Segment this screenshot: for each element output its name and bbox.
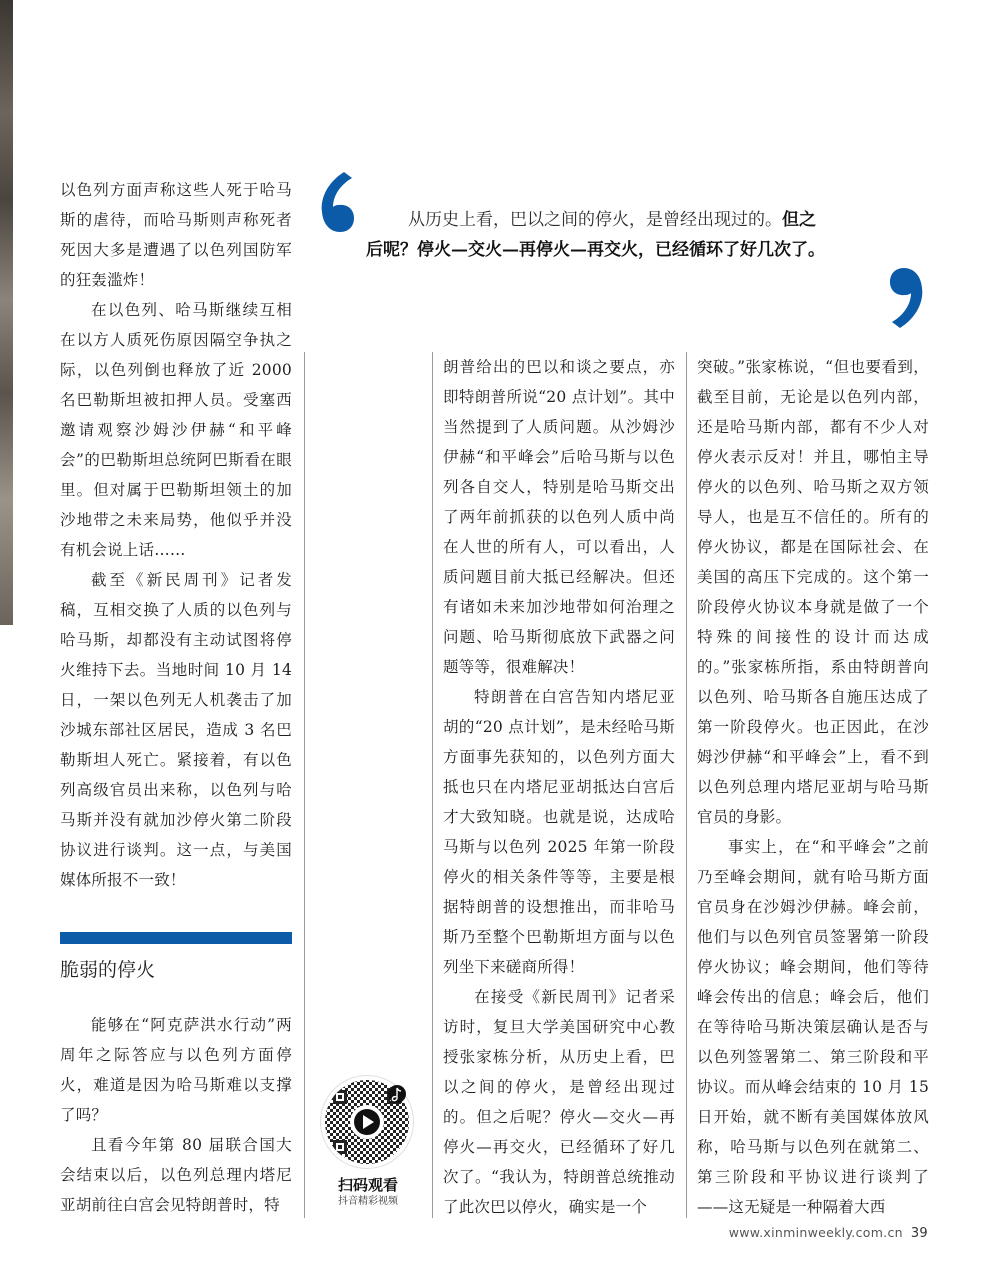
article-paragraph: 朗普给出的巴以和谈之要点，亦即特朗普所说“20 点计划”。其中当然提到了人质问题。从沙姆沙伊赫“和平峰会”后哈马斯与以色列各自交人，特别是哈马斯交出了两年前抓获的以色列人质中尚在人世的所有人，可以看出，人质问题目前大抵已经解决。但还有诸如未来加沙地带如何治理之问题、哈马斯彻底放下武器之问题等等，很难解决！ [443, 358, 675, 676]
open-quote-icon [314, 168, 358, 238]
article-column-1 [60, 175, 292, 895]
pull-quote-emphasis: 后呢？停火—交火—再停火—再交火，已经循环了好几次了。 [366, 240, 825, 260]
website-url: www.xinminweekly.com.cn [728, 1225, 903, 1240]
pull-quote-emphasis: 但之 [782, 210, 816, 230]
qr-title: 扫码观看 [337, 1176, 398, 1194]
close-quote-icon [886, 262, 930, 332]
article-paragraph: 能够在“阿克萨洪水行动”两周年之际答应与以色列方面停火，难道是因为哈马斯难以支撑了吗？ [60, 1016, 292, 1124]
pull-quote [366, 205, 878, 265]
pull-quote-line: 从历史上看，巴以之间的停火，是曾经出现过的。 [408, 210, 782, 230]
article-paragraph: 突破。”张家栋说，“但也要看到，截至目前，无论是以色列内部，还是哈马斯内部，都有不少人对停火表示反对！并且，哪怕主导停火的以色列、哈马斯之双方领导人，也是互不信任的。所有的停火协议，都是在国际社会、在美国的高压下完成的。这个第一阶段停火协议本身就是做了一个特殊的间接性的设计而达成的。”张家栋所指，系由特朗普向以色列、哈马斯各自施压达成了第一阶段停火。也正因此，在沙姆沙伊赫“和平峰会”上，看不到以色列总理内塔尼亚胡与哈马斯官员的身影。 [697, 358, 929, 826]
article-column-1-continued [60, 1010, 292, 1220]
article-paragraph: 在以色列、哈马斯继续互相在以方人质死伤原因隔空争执之际，以色列倒也释放了近 2000 名巴勒斯坦被扣押人员。受塞西邀请观察沙姆沙伊赫“和平峰会”的巴勒斯坦总统阿巴斯看在眼里。但对属于巴勒斯坦领土的加沙地带之未来局势，他似乎并没有机会说上话…… [60, 301, 292, 559]
article-paragraph: 截至《新民周刊》记者发稿，互相交换了人质的以色列与哈马斯，却都没有主动试图将停火维持下去。当地时间 10 月 14 日，一架以色列无人机袭击了加沙城东部社区居民，造成 3 名巴勒斯坦人死亡。紧接着，有以色列高级官员出来称，以色列与哈马斯并没有就加沙停火第二阶段协议进行谈判。这一点，与美国媒体所报不一致！ [60, 571, 292, 889]
column-rule [432, 352, 433, 1218]
article-paragraph: 且看今年第 80 届联合国大会结束以后，以色列总理内塔尼亚胡前往白宫会见特朗普时，特 [60, 1136, 292, 1214]
qr-subtitle: 抖音精彩视频 [338, 1196, 398, 1207]
article-paragraph: 在接受《新民周刊》记者采访时，复旦大学美国研究中心教授张家栋分析，从历史上看，巴以之间的停火，是曾经出现过的。但之后呢？停火—交火—再停火—再交火，已经循环了好几次了。“我认为，特朗普总统推动了此次巴以停火，确实是一个 [443, 988, 675, 1216]
section-heading: 脆弱的停火 [60, 959, 156, 981]
column-rule [304, 352, 305, 1218]
section-divider-bar [60, 932, 292, 944]
article-column-3 [697, 352, 929, 1222]
page-number: 39 [910, 1226, 928, 1241]
qr-pattern [321, 1076, 413, 1168]
article-column-2 [443, 352, 675, 1222]
qr-code-icon[interactable] [320, 1075, 414, 1169]
column-rule [686, 352, 687, 1218]
article-paragraph: 以色列方面声称这些人死于哈马斯的虐待，而哈马斯则声称死者死因大多是遭遇了以色列国防军的狂轰滥炸！ [60, 181, 292, 289]
page-footer [729, 1225, 928, 1241]
qr-code-block[interactable] [318, 1075, 418, 1215]
article-paragraph: 事实上，在“和平峰会”之前乃至峰会期间，就有哈马斯方面官员身在沙姆沙伊赫。峰会前，他们与以色列官员签署第一阶段停火协议；峰会期间，他们等待峰会传出的信息；峰会后，他们在等待哈马斯决策层确认是否与以色列签署第二、第三阶段和平协议。而从峰会结束的 10 月 15 日开始，就不断有美国媒体放风称，哈马斯与以色列在就第二、第三阶段和平协议进行谈判了——这无疑是一种隔着大西 [697, 838, 929, 1216]
article-paragraph: 特朗普在白宫告知内塔尼亚胡的“20 点计划”，是未经哈马斯方面事先获知的，以色列方面大抵也只在内塔尼亚胡抵达白宫后才大致知晓。也就是说，达成哈马斯与以色列 2025 年第一阶段停火的相关条件等等，主要是根据特朗普的设想推出，而非哈马斯乃至整个巴勒斯坦方面与以色列坐下来磋商所得！ [443, 688, 675, 976]
photo-edge [0, 0, 13, 625]
